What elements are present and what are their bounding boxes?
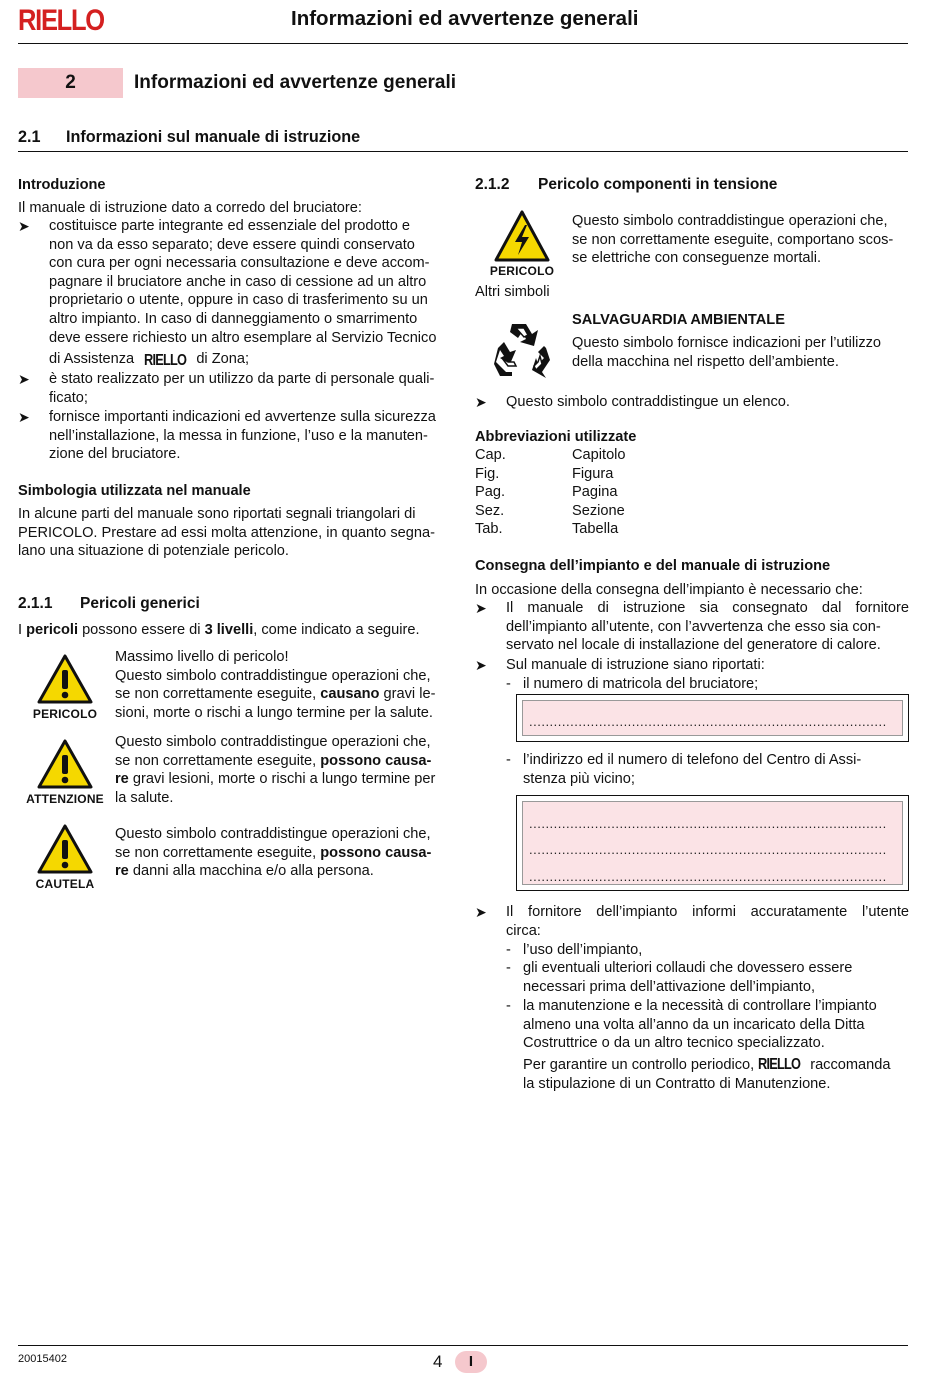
level-label-attenzione: ATTENZIONE [26,792,104,806]
text-line [115,752,449,771]
text-line: zione del bruciatore. [49,446,181,463]
symbology-text [18,505,452,561]
dash-marker: - [506,942,511,958]
text-line: gli eventuali ulteriori collaudi che dovessero essere [523,960,853,976]
electric-hazard-text [572,212,906,268]
delivery-item-maintenance [523,997,908,1053]
text-bold: pericoli [26,622,79,638]
delivery-bullet-2: Sul manuale di istruzione siano riportati: [506,657,765,673]
text-line: Questo simbolo fornisce indicazioni per l’utilizzo [572,335,882,351]
bullet-arrow-icon: ➤ [18,409,30,425]
text-line: Il fornitore dell’impianto informi accuratamente l’utente [506,904,909,920]
other-symbols-label: Altri simboli [475,284,550,300]
section-2-1-2-number: 2.1.2 [475,176,510,193]
text-line: Costruttrice o da un altro tecnico specializzato. [523,1035,825,1052]
text-line: Questo simbolo contraddistingue operazioni che, [115,667,431,684]
text-line: la stipulazione di un Contratto di Manutenzione. [523,1075,831,1092]
abbreviation-row [475,465,775,484]
abbreviations-heading: Abbreviazioni utilizzate [475,429,637,445]
dotted-line: ....................................................................................... [529,714,887,729]
text-bold: re [115,863,129,880]
text-line: servato nel locale di installazione del generatore di calore. [506,637,881,654]
dash-marker: - [506,960,511,976]
riello-logo: RIELLO [18,4,104,37]
dotted-line: ....................................................................................... [529,842,887,857]
dash-marker: - [506,676,511,692]
levels-intro [18,621,420,640]
level-2-text [115,733,449,807]
dash-marker: - [506,752,511,768]
bullet-arrow-icon: ➤ [475,904,487,920]
level-3-text [115,825,449,881]
bullet-arrow-icon: ➤ [475,657,487,673]
abbr-key: Pag. [475,484,506,501]
service-center-box [516,795,909,891]
text-span: raccomanda [810,1057,891,1073]
text-span: se non correttamente eseguite, [115,844,321,861]
delivery-item-service-center [523,751,903,788]
text-line: della macchina nel rispetto dell’ambiente. [572,353,839,370]
electric-hazard-label: PERICOLO [489,264,555,278]
text-line [115,862,449,881]
delivery-lead: In occasione della consegna dell’impianto è necessario che: [475,582,863,598]
text-line [523,1056,908,1075]
text-line: sioni, morte o rischi a lungo termine per la salute. [115,704,433,721]
text-line: altro impianto. In caso di danneggiamento o smarrimento [49,310,418,327]
abbr-key: Sez. [475,502,505,519]
text-bold: causano [320,686,380,703]
warning-triangle-icon [37,739,93,789]
text-span: gravi lesioni, morte o rischi a lungo termine per [128,771,436,788]
text-span: se non correttamente eseguite, [115,752,321,769]
text-line: con cura per ogni necessaria consultazione e deve accom- [49,255,430,272]
bullet-arrow-icon: ➤ [18,218,30,234]
text-line [115,685,449,704]
intro-bullet-2 [49,370,451,407]
riello-inline-logo: RIELLO [144,352,187,370]
list-symbol-text: Questo simbolo contraddistingue un elenco. [506,394,790,410]
text-line: Questo simbolo contraddistingue operazioni che, [115,734,431,750]
text-span: , come indicato a seguire. [253,622,420,638]
text-line: proprietario o utente, oppure in caso di trasferimento su un [49,292,428,309]
text-line: necessari prima dell’attivazione dell’impianto, [523,978,816,995]
recycle-icon [492,318,554,380]
text-line [49,350,451,369]
text-line: PERICOLO. Prestare ad essi molta attenzione, in quanto segna- [18,524,435,541]
header-title: Informazioni ed avvertenze generali [291,7,639,30]
text-line: Questo simbolo contraddistingue operazioni che, [115,826,431,842]
text-line: nell’installazione, la messa in funzione, l’uso e la manuten- [49,427,428,444]
dotted-line: ....................................................................................... [529,869,887,884]
text-line: ficato; [49,389,88,406]
footer-rule [18,1345,908,1346]
abbr-key: Tab. [475,521,503,538]
abbr-key: Cap. [475,447,506,463]
abbr-value: Capitolo [572,447,626,463]
text-line: Questo simbolo contraddistingue operazioni che, [572,213,888,229]
intro-lead: Il manuale di istruzione dato a corredo del bruciatore: [18,200,362,216]
environment-text [572,334,906,371]
page-number: 4 [433,1352,443,1371]
abbreviations-table [475,446,775,539]
text-line: dell’impianto all’utente, con l’avvertenza che esso sia con- [506,618,881,635]
chapter-title: Informazioni ed avvertenze generali [134,72,457,93]
level-label-pericolo: PERICOLO [32,707,98,721]
delivery-heading: Consegna dell’impianto e del manuale di istruzione [475,558,831,574]
section-rule [18,151,908,152]
level-label-cautela: CAUTELA [35,877,95,891]
text-line [115,770,449,789]
text-line: lano una situazione di potenziale pericolo. [18,543,289,560]
symbology-heading: Simbologia utilizzata nel manuale [18,483,251,499]
abbreviation-row [475,446,775,465]
intro-bullet-3 [49,408,451,464]
text-line: Massimo livello di pericolo! [115,649,289,665]
text-bold: 3 livelli [204,622,254,638]
bullet-arrow-icon: ➤ [475,600,487,616]
abbreviation-row [475,502,775,521]
section-2-1-2-title: Pericolo componenti in tensione [538,176,778,193]
service-center-field[interactable] [522,801,903,885]
text-bold: possono causa- [320,752,432,769]
text-line: non va da esso separato; deve essere quindi conservato [49,236,415,253]
text-span: Per garantire un controllo periodico, [523,1057,755,1073]
delivery-bullet-3 [506,903,909,940]
header-rule [18,43,908,44]
text-line: circa: [506,922,541,939]
text-span: possono essere di [78,622,205,638]
dotted-line: ....................................................................................... [529,816,887,831]
delivery-item-tests [523,959,903,996]
abbr-value: Tabella [572,521,619,538]
bullet-arrow-icon: ➤ [18,371,30,387]
text-line: la manutenzione e la necessità di controllare l’impianto [523,998,877,1014]
warning-triangle-icon [37,824,93,874]
section-2-1-1-title: Pericoli generici [80,595,200,612]
abbr-value: Figura [572,465,614,482]
serial-number-field[interactable] [522,700,903,736]
text-span: di Assistenza [49,351,135,368]
warning-triangle-icon [37,654,93,704]
text-line: stenza più vicino; [523,770,635,787]
text-span: gravi le- [379,686,436,703]
text-line: è stato realizzato per un utilizzo da parte di personale quali- [49,371,435,387]
text-line: In alcune parti del manuale sono riportati segnali triangolari di [18,506,416,522]
bullet-arrow-icon: ➤ [475,394,487,410]
text-bold: possono causa- [320,844,432,861]
serial-number-box [516,694,909,742]
section-2-1-number: 2.1 [18,128,41,146]
section-2-1-title: Informazioni sul manuale di istruzione [66,128,361,146]
text-span: se non correttamente eseguite, [115,686,321,703]
abbr-value: Pagina [572,484,618,501]
riello-inline-logo: RIELLO [758,1056,801,1074]
environment-heading: SALVAGUARDIA AMBIENTALE [572,312,785,328]
intro-bullet-1 [49,217,451,369]
electric-hazard-icon [494,210,550,262]
chapter-number: 2 [18,68,123,98]
text-bold: re [115,771,129,788]
level-1-text [115,648,449,722]
text-line: costituisce parte integrante ed essenziale del prodotto e [49,218,411,234]
maintenance-contract-text [523,1056,908,1093]
text-line: fornisce importanti indicazioni ed avvertenze sulla sicurezza [49,409,436,425]
text-line: la salute. [115,789,174,806]
text-line: se elettriche con conseguenze mortali. [572,250,822,267]
abbr-key: Fig. [475,465,500,482]
delivery-bullet-1 [506,599,909,655]
intro-heading: Introduzione [18,177,106,193]
language-badge: I [455,1351,487,1373]
dash-marker: - [506,998,511,1014]
text-span: I [18,622,27,638]
text-line: l’indirizzo ed il numero di telefono del Centro di Assi- [523,752,862,768]
text-line: almeno una volta all’anno da un incaricato della Ditta [523,1016,865,1033]
section-2-1-1-number: 2.1.1 [18,595,53,612]
document-code: 20015402 [18,1353,67,1365]
text-line: Il manuale di istruzione sia consegnato dal fornitore [506,600,909,616]
text-line: se non correttamente eseguite, comportano scos- [572,231,894,248]
text-line [115,844,449,863]
delivery-item-use: l’uso dell’impianto, [523,942,643,958]
text-span: di Zona; [196,351,250,368]
text-line: pagnare il bruciatore anche in caso di cessione ad un altro [49,273,427,290]
text-span: danni alla macchina e/o alla persona. [128,863,374,880]
text-line: deve essere richiesto un altro esemplare al Servizio Tecnico [49,329,437,346]
delivery-item-serial: il numero di matricola del bruciatore; [523,676,759,692]
abbr-value: Sezione [572,502,625,519]
abbreviation-row [475,483,775,502]
abbreviation-row [475,520,775,539]
